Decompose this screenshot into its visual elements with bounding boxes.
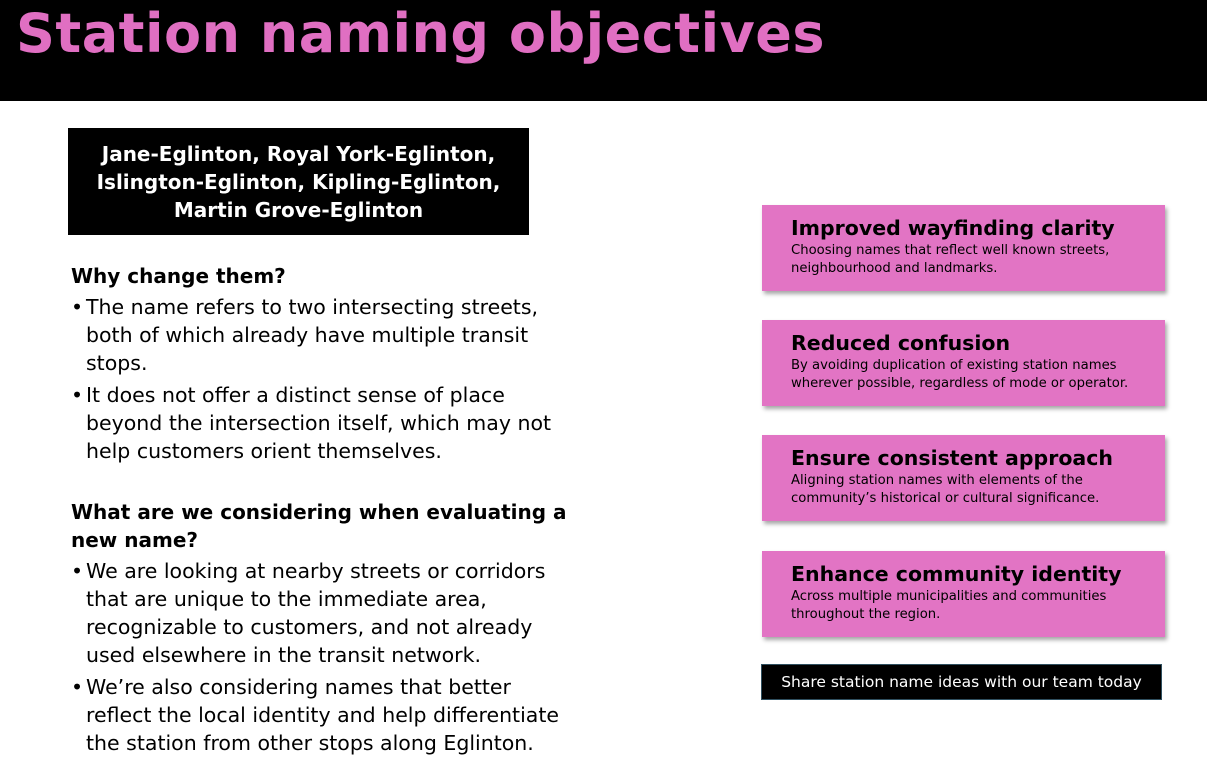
bullet-item: • The name refers to two intersecting streets, both of which already have multiple transit stops.: [71, 293, 581, 377]
considering-bullets: [71, 557, 581, 757]
objective-description: Across multiple municipalities and communities throughout the region.: [791, 589, 1107, 622]
objective-description: Aligning station names with elements of the community’s historical or cultural significance.: [791, 473, 1100, 506]
objective-card-wayfinding: [762, 205, 1165, 291]
stations-line: Islington-Eglinton, Kipling-Eglinton,: [96, 170, 501, 194]
bullet-item: • We’re also considering names that better reflect the local identity and help differentiate the station from other stops along Eglinton.: [71, 673, 581, 757]
why-bullets: [71, 293, 581, 465]
header-bar: [0, 0, 1207, 101]
objective-card-community: [762, 551, 1165, 637]
objective-card-confusion: [762, 320, 1165, 406]
stations-line: Jane-Eglinton, Royal York-Eglinton,: [101, 142, 496, 166]
bullet-item: • We are looking at nearby streets or corridors that are unique to the immediate area, recognizable to customers, and not already used elsewhere in the transit network.: [71, 557, 581, 669]
page-title: Station naming objectives: [16, 2, 826, 65]
why-heading: Why change them?: [71, 264, 286, 288]
objective-title: Reduced confusion: [791, 331, 1011, 355]
objective-title: Ensure consistent approach: [791, 446, 1113, 470]
objective-title: Enhance community identity: [791, 562, 1122, 586]
stations-line: Martin Grove-Eglinton: [173, 198, 424, 222]
bullet-item: • It does not offer a distinct sense of place beyond the intersection itself, which may not help customers orient themselves.: [71, 381, 581, 465]
objective-description: By avoiding duplication of existing station names wherever possible, regardless of mode or operator.: [791, 358, 1129, 391]
considering-heading: What are we considering when evaluating a new name?: [71, 500, 567, 552]
objective-description: Choosing names that reflect well known streets, neighbourhood and landmarks.: [791, 243, 1110, 276]
stations-list-box: [68, 128, 529, 235]
rationale-column: [71, 262, 581, 761]
considering-section: [71, 498, 581, 757]
why-section: [71, 262, 581, 465]
objective-card-consistent: [762, 435, 1165, 521]
objective-title: Improved wayfinding clarity: [791, 216, 1115, 240]
share-ideas-button[interactable]: Share station name ideas with our team today: [761, 664, 1162, 700]
